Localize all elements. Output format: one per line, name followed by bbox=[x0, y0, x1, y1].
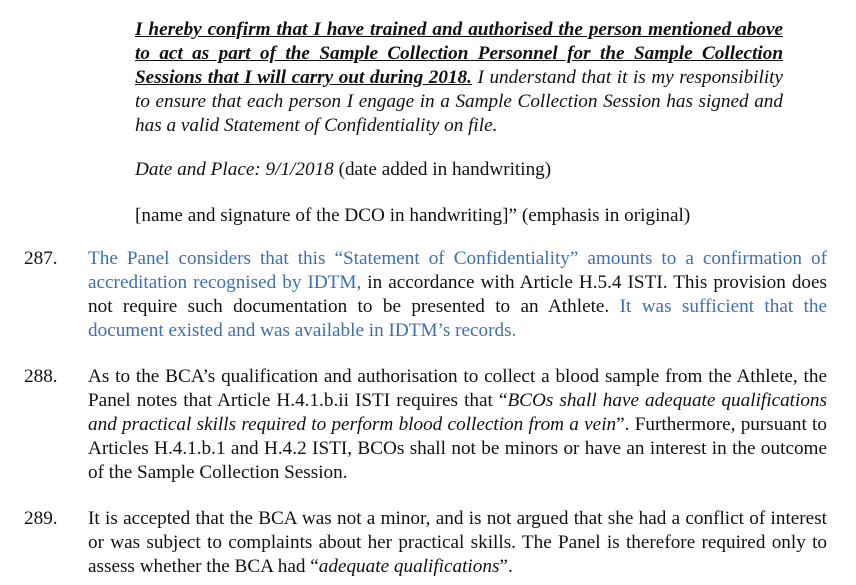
emphasized-declaration: I hereby confirm that I have trained and authorised the person mentioned above to act as part of the Sample Collection Personnel for the Sample Collection Sessions that I will carry out during 2018. bbox=[135, 19, 783, 88]
paragraph-number: 289. bbox=[24, 508, 58, 529]
paragraph-287 bbox=[24, 247, 827, 343]
body-text: ”. bbox=[499, 556, 513, 577]
paragraph-text bbox=[88, 365, 827, 485]
body-text: in accordance with Article H.5.4 ISTI. This provision does not require such documentation to be presented to an Athlete. bbox=[88, 272, 827, 317]
paragraph-text bbox=[88, 507, 827, 579]
paragraph-number: 288. bbox=[24, 366, 58, 387]
date-place-note: (date added in handwriting) bbox=[333, 159, 552, 180]
signature-line: [name and signature of the DCO in handwriting]” (emphasis in original) bbox=[135, 205, 691, 226]
date-place-line bbox=[135, 158, 783, 182]
quoted-requirement: BCOs shall have adequate qualifications and practical skills required to perform blood collection from a vein bbox=[88, 390, 827, 435]
quoted-declaration bbox=[135, 18, 783, 138]
quoted-phrase: adequate qualifications bbox=[318, 556, 500, 577]
body-text: ”. Furthermore, pursuant to Articles H.4.1.b.1 and H.4.2 ISTI, BCOs shall not be minors or have an interest in the outcome of the Sample Collection Session. bbox=[88, 414, 827, 483]
paragraph-number: 287. bbox=[24, 248, 58, 269]
highlighted-text: The Panel considers that this “Statement of Confidentiality” amounts to a confirmation of accreditation recognised by IDTM, bbox=[88, 248, 827, 293]
date-place-label: Date and Place: 9/1/2018 bbox=[135, 159, 334, 180]
paragraph-text bbox=[88, 247, 827, 343]
declaration-rest: I understand that it is my responsibility to ensure that each person I engage in a Sample Collection Session has signed and has a valid Statement of Confidentiality on file. bbox=[135, 67, 784, 136]
highlighted-text: It was sufficient that the document existed and was available in IDTM’s records. bbox=[88, 296, 827, 341]
paragraph-289 bbox=[24, 507, 827, 579]
paragraph-288 bbox=[24, 365, 827, 485]
body-text: It is accepted that the BCA was not a minor, and is not argued that she had a conflict of interest or was subject to complaints about her practical skills. The Panel is therefore required only to assess whether the BCA had “ bbox=[88, 508, 827, 577]
body-text: As to the BCA’s qualification and authorisation to collect a blood sample from the Athlete, the Panel notes that Article H.4.1.b.ii ISTI requires that “ bbox=[88, 366, 827, 411]
